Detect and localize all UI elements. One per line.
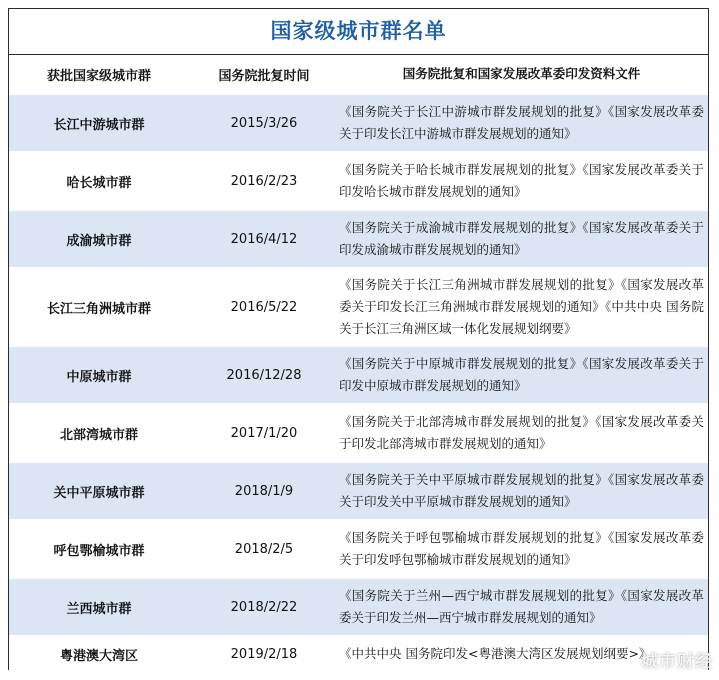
header-approval-date: 国务院批复时间 (218, 68, 310, 84)
cell-city-group: 中原城市群 (66, 369, 132, 385)
cell-date: 2016/4/12 (230, 231, 298, 247)
cell-city-group: 长江三角洲城市群 (46, 301, 151, 317)
cell-documents: 《国务院关于长江中游城市群发展规划的批复》《国家发展改革委关于印发长江中游城市群发展规划的通知》 (339, 104, 704, 141)
watermark: 城市财经 (641, 652, 713, 672)
table-row (9, 403, 708, 461)
table-row (9, 519, 708, 577)
table-row (9, 635, 708, 671)
cell-city-group: 成渝城市群 (66, 233, 132, 249)
table-row (9, 577, 708, 635)
cell-documents: 《中共中央 国务院印发<粤港澳大湾区发展规划纲要>》 (339, 646, 652, 661)
cell-city-group: 兰西城市群 (66, 601, 132, 617)
header-documents: 国务院批复和国家发展改革委印发资料文件 (402, 66, 641, 81)
cell-date: 2018/1/9 (234, 483, 294, 499)
table-row (9, 93, 708, 151)
cell-documents: 《国务院关于中原城市群发展规划的批复》《国家发展改革委关于印发中原城市群发展规划的通知》 (339, 356, 704, 393)
table-row (9, 461, 708, 519)
cell-date: 2018/2/5 (234, 541, 294, 557)
table-row (9, 267, 708, 345)
cell-documents: 《国务院关于长江三角洲城市群发展规划的批复》《国家发展改革委关于印发长江三角洲城市群发展规划的通知》《中共中央 国务院关于长江三角洲区域一体化发展规划纲要》 (339, 277, 704, 336)
cell-date: 2017/1/20 (230, 425, 298, 441)
cell-date: 2016/12/28 (226, 367, 302, 383)
table-header (9, 55, 708, 93)
table-frame (8, 8, 709, 670)
cell-city-group: 北部湾城市群 (59, 427, 138, 443)
cell-documents: 《国务院关于呼包鄂榆城市群发展规划的批复》《国家发展改革委关于印发呼包鄂榆城市群发展规划的通知》 (339, 530, 704, 567)
cell-documents: 《国务院关于成渝城市群发展规划的批复》《国家发展改革委关于印发成渝城市群发展规划的通知》 (339, 220, 704, 257)
cell-date: 2018/2/22 (230, 599, 298, 615)
cell-city-group: 呼包鄂榆城市群 (53, 543, 145, 559)
cell-date: 2016/5/22 (230, 299, 298, 315)
cell-documents: 《国务院关于兰州—西宁城市群发展规划的批复》《国家发展改革委关于印发兰州—西宁城市群发展规划的通知》 (339, 588, 704, 625)
cell-date: 2015/3/26 (230, 115, 298, 131)
table-row (9, 151, 708, 209)
header-city-group: 获批国家级城市群 (46, 68, 151, 84)
cell-date: 2019/2/18 (230, 646, 298, 662)
cell-documents: 《国务院关于北部湾城市群发展规划的批复》《国家发展改革委关于印发北部湾城市群发展规划的通知》 (339, 414, 704, 451)
cell-city-group: 哈长城市群 (66, 175, 132, 191)
cell-date: 2016/2/23 (230, 173, 298, 189)
cell-city-group: 粤港澳大湾区 (59, 648, 138, 664)
table-row (9, 209, 708, 267)
cell-city-group: 长江中游城市群 (53, 117, 145, 133)
cell-documents: 《国务院关于关中平原城市群发展规划的批复》《国家发展改革委关于印发关中平原城市群发展规划的通知》 (339, 472, 704, 509)
cell-city-group: 关中平原城市群 (53, 485, 145, 501)
page-title: 国家级城市群名单 (9, 9, 708, 55)
table-row (9, 345, 708, 403)
cell-documents: 《国务院关于哈长城市群发展规划的批复》《国家发展改革委关于印发哈长城市群发展规划的通知》 (339, 162, 704, 199)
